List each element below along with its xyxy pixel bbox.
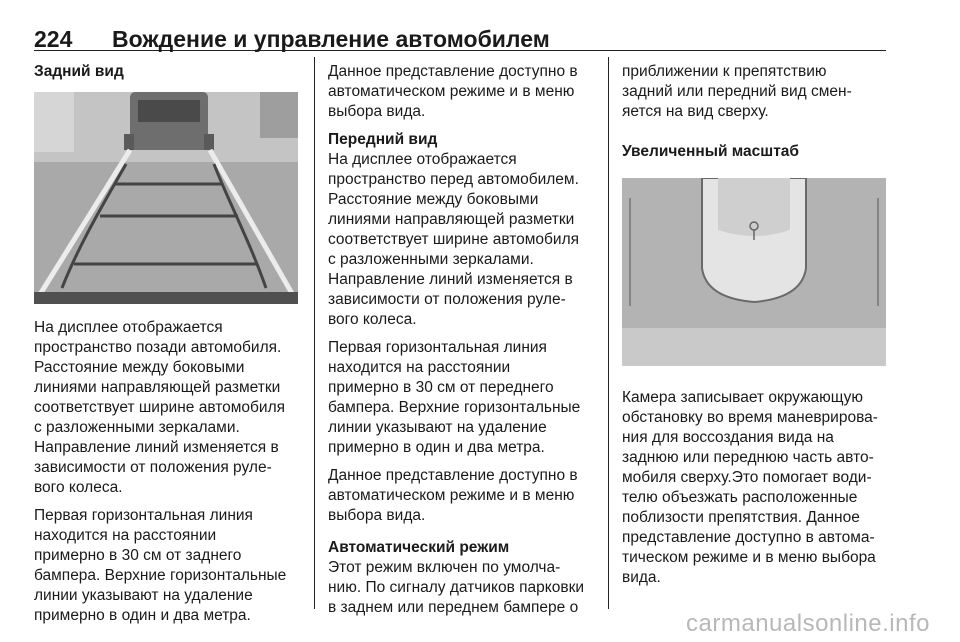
column-1	[34, 62, 304, 626]
paragraph-0: приближении к препятствию задний или передний вид смен- яется на вид сверху.	[622, 63, 852, 120]
ground-area	[622, 328, 886, 366]
car-roof	[718, 178, 790, 236]
vehicle-tail-right	[204, 134, 214, 150]
column-divider-2	[608, 57, 609, 609]
section-heading-zoom: Увеличенный масштаб	[622, 143, 799, 160]
bumper-edge	[34, 292, 298, 304]
paragraph-1: На дисплее отображается пространство позади автомобиля. Расстояние между боковыми линиями направляющей разметки соответствует ширине автомобиля с разложенными зеркалами. Направление линий изменяется в зависимости от положения руле- вого колеса.	[34, 319, 286, 496]
page-number: 224	[34, 26, 73, 52]
right-car	[260, 92, 298, 138]
page-header	[34, 20, 886, 51]
paragraph-2: Первая горизонтальная линия находится на расстоянии примерно в 30 см от переднего бампера. Верхние горизонтальные линии указывают на удаление примерно в один и два метра.	[328, 339, 581, 456]
watermark-link[interactable]: carmanualsonline.info	[686, 610, 930, 637]
paragraph-4: Этот режим включен по умолча- нию. По сигналу датчиков парковки в заднем или переднем бампере о	[328, 559, 585, 616]
section-heading-front-view: Передний вид	[328, 131, 438, 148]
paragraph-1: На дисплее отображается пространство перед автомобилем. Расстояние между боковыми линиями направляющей разметки соответствует ширине автомобиля с разложенными зеркалами. Направление линий изменяется в зависимости от положения руле- вого колеса.	[328, 151, 580, 328]
paragraph-1: Камера записывает окружающую обстановку во время маневрирова- ния для воссоздания вида на заднюю или переднюю часть авто- мобиля сверху.Это помогает води- телю объезжать расположенные поблизости препятствия. Данное представление доступно в автома- тическом режиме и в меню выбора вида.	[622, 389, 878, 586]
paragraph-0: Данное представление доступно в автоматическом режиме и в меню выбора вида.	[328, 63, 578, 120]
vehicle-tail	[124, 134, 134, 150]
rear-camera-figure	[34, 92, 298, 304]
chapter-title: Вождение и управление автомобилем	[112, 26, 550, 52]
section-heading-auto-mode: Автоматический режим	[328, 539, 510, 556]
vehicle-window	[138, 100, 200, 122]
paragraph-3: Данное представление доступно в автоматическом режиме и в меню выбора вида.	[328, 467, 578, 524]
paragraph-2: Первая горизонтальная линия находится на расстоянии примерно в 30 см от заднего бампера. Верхние горизонтальные линии указывают на удаление примерно в один и два метра.	[34, 507, 287, 624]
column-divider-1	[314, 57, 315, 609]
top-view-figure	[622, 178, 886, 366]
column-2	[328, 62, 596, 618]
column-3	[622, 62, 898, 588]
left-wall	[34, 92, 74, 152]
section-heading-rear-view: Задний вид	[34, 63, 124, 80]
